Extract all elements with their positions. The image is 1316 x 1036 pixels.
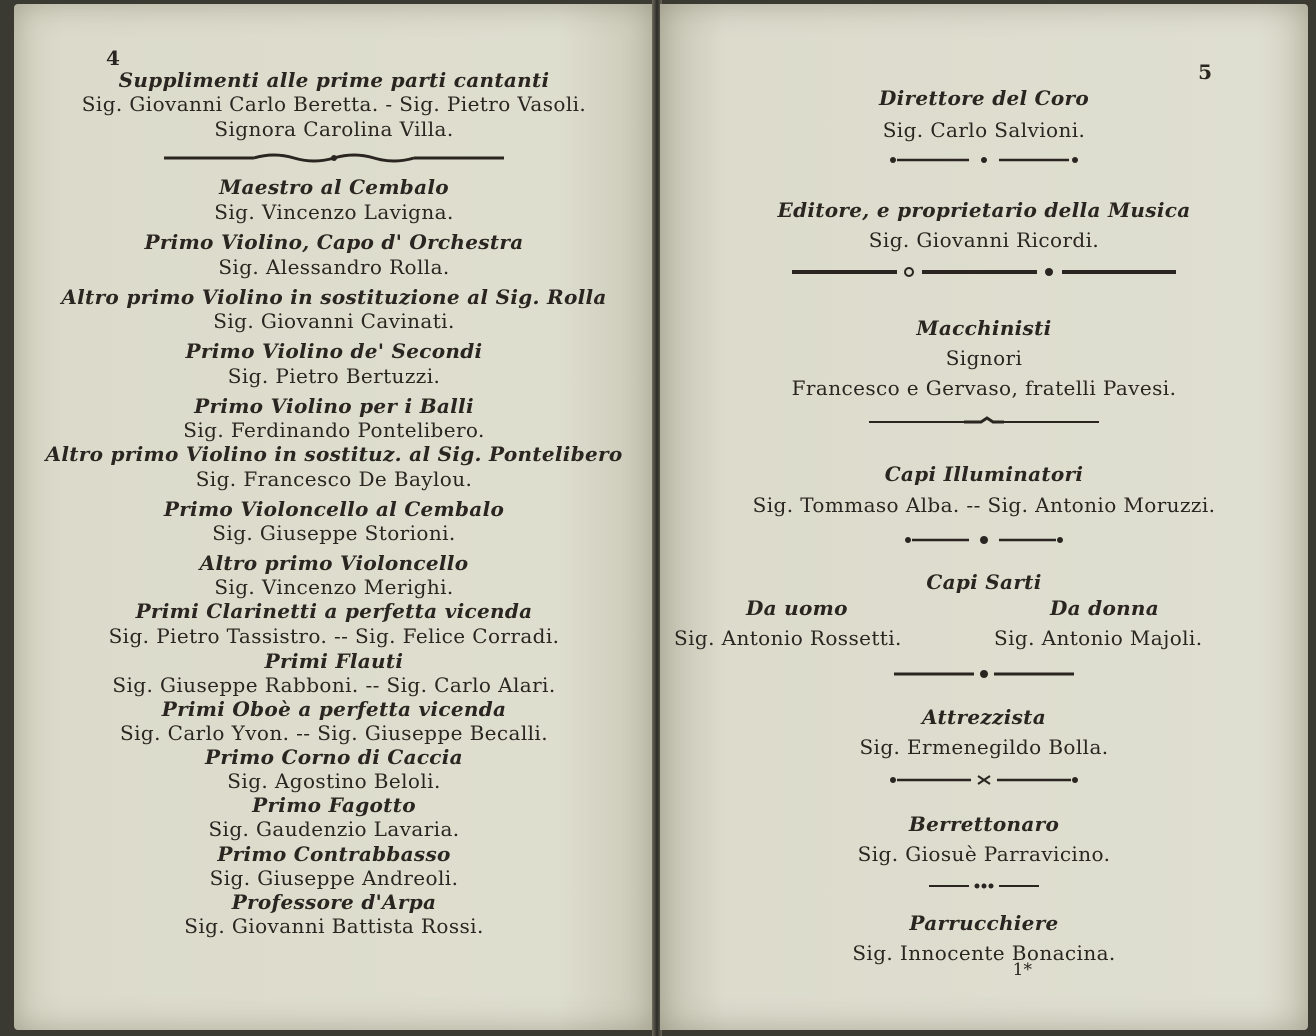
person-name: Sig. Giovanni Battista Rossi. xyxy=(184,914,484,938)
role-heading: Primi Oboè a perfetta vicenda xyxy=(161,697,507,721)
signature-mark: 1* xyxy=(1012,960,1032,980)
person-name: Sig. Agostino Beloli. xyxy=(227,769,441,793)
person-name: Sig. Ferdinando Pontelibero. xyxy=(183,418,485,442)
sarti-names-row xyxy=(660,626,1308,650)
role-heading: Altro primo Violino in sostituz. al Sig. Pontelibero xyxy=(45,442,623,466)
person-name: Sig. Vincenzo Merighi. xyxy=(214,575,454,599)
name-illuminatori: Sig. Tommaso Alba. -- Sig. Antonio Moruzzi. xyxy=(752,493,1216,517)
name-macchinisti: Francesco e Gervaso, fratelli Pavesi. xyxy=(791,376,1177,400)
person-name: Sig. Giuseppe Storioni. xyxy=(212,521,456,545)
ornament-divider xyxy=(660,774,1308,786)
role-heading: Primo Corno di Caccia xyxy=(205,745,463,769)
person-name: Sig. Alessandro Rolla. xyxy=(218,255,450,279)
role-illuminatori: Capi Illuminatori xyxy=(884,462,1084,486)
person-name: Sig. Carlo Yvon. -- Sig. Giuseppe Becalli. xyxy=(120,721,548,745)
name-parrucchiere: Sig. Innocente Bonacina. xyxy=(852,941,1116,965)
name-attrezzista: Sig. Ermenegildo Bolla. xyxy=(859,735,1109,759)
role-heading: Maestro al Cembalo xyxy=(219,175,449,199)
role-heading: Altro primo Violoncello xyxy=(199,551,469,575)
name-berrettonaro: Sig. Giosuè Parravicino. xyxy=(857,842,1111,866)
role-direttore-coro: Direttore del Coro xyxy=(878,86,1090,110)
person-name: Sig. Francesco De Baylou. xyxy=(195,467,473,491)
person-name: Sig. Vincenzo Lavigna. xyxy=(214,200,454,224)
person-name: Sig. Pietro Bertuzzi. xyxy=(227,364,441,388)
person-name: Sig. Gaudenzio Lavaria. xyxy=(208,817,460,841)
role-heading: Primi Clarinetti a perfetta vicenda xyxy=(135,599,533,623)
name-sarto-donna: Sig. Antonio Majoli. xyxy=(994,626,1203,650)
role-capi-sarti: Capi Sarti xyxy=(926,570,1042,594)
ornament-divider xyxy=(14,152,654,164)
sarti-labels-row xyxy=(660,596,1308,620)
ornament-divider xyxy=(660,266,1308,278)
role-parrucchiere: Parrucchiere xyxy=(909,911,1059,935)
page-number-right: 5 xyxy=(1198,60,1212,84)
person-name: Sig. Giuseppe Andreoli. xyxy=(209,866,459,890)
label-da-uomo: Da uomo xyxy=(746,596,848,620)
role-editore: Editore, e proprietario della Musica xyxy=(777,198,1191,222)
person-name: Signora Carolina Villa. xyxy=(214,117,454,141)
role-macchinisti: Macchinisti xyxy=(916,316,1052,340)
name-editore: Sig. Giovanni Ricordi. xyxy=(868,228,1100,252)
ornament-divider xyxy=(660,154,1308,166)
ornament-divider xyxy=(660,880,1308,892)
role-heading: Primo Violino per i Balli xyxy=(194,394,474,418)
role-heading: Altro primo Violino in sostituzione al Sig. Rolla xyxy=(61,285,607,309)
role-heading: Primi Flauti xyxy=(264,649,404,673)
name-direttore-coro: Sig. Carlo Salvioni. xyxy=(882,118,1086,142)
person-name: Sig. Giovanni Cavinati. xyxy=(213,309,455,333)
role-heading: Professore d'Arpa xyxy=(231,890,437,914)
person-name: Sig. Giovanni Carlo Beretta. - Sig. Pietro Vasoli. xyxy=(81,92,587,116)
name-sarto-uomo: Sig. Antonio Rossetti. xyxy=(674,626,902,650)
right-page xyxy=(660,4,1308,1030)
role-heading: Primo Contrabbasso xyxy=(217,842,451,866)
ornament-divider xyxy=(660,416,1308,428)
left-page xyxy=(14,4,654,1030)
role-heading: Primo Violino, Capo d' Orchestra xyxy=(144,230,524,254)
role-heading: Primo Fagotto xyxy=(252,793,416,817)
ornament-divider xyxy=(660,534,1308,546)
ornament-divider xyxy=(660,668,1308,680)
role-heading: Supplimenti alle prime parti cantanti xyxy=(118,68,550,92)
role-berrettonaro: Berrettonaro xyxy=(908,812,1060,836)
label-signori: Signori xyxy=(945,346,1023,370)
person-name: Sig. Giuseppe Rabboni. -- Sig. Carlo Alari. xyxy=(112,673,556,697)
role-heading: Primo Violino de' Secondi xyxy=(185,339,483,363)
role-attrezzista: Attrezzista xyxy=(922,705,1046,729)
label-da-donna: Da donna xyxy=(1050,596,1160,620)
page-number-left: 4 xyxy=(106,46,120,70)
role-heading: Primo Violoncello al Cembalo xyxy=(163,497,505,521)
person-name: Sig. Pietro Tassistro. -- Sig. Felice Corradi. xyxy=(108,624,560,648)
